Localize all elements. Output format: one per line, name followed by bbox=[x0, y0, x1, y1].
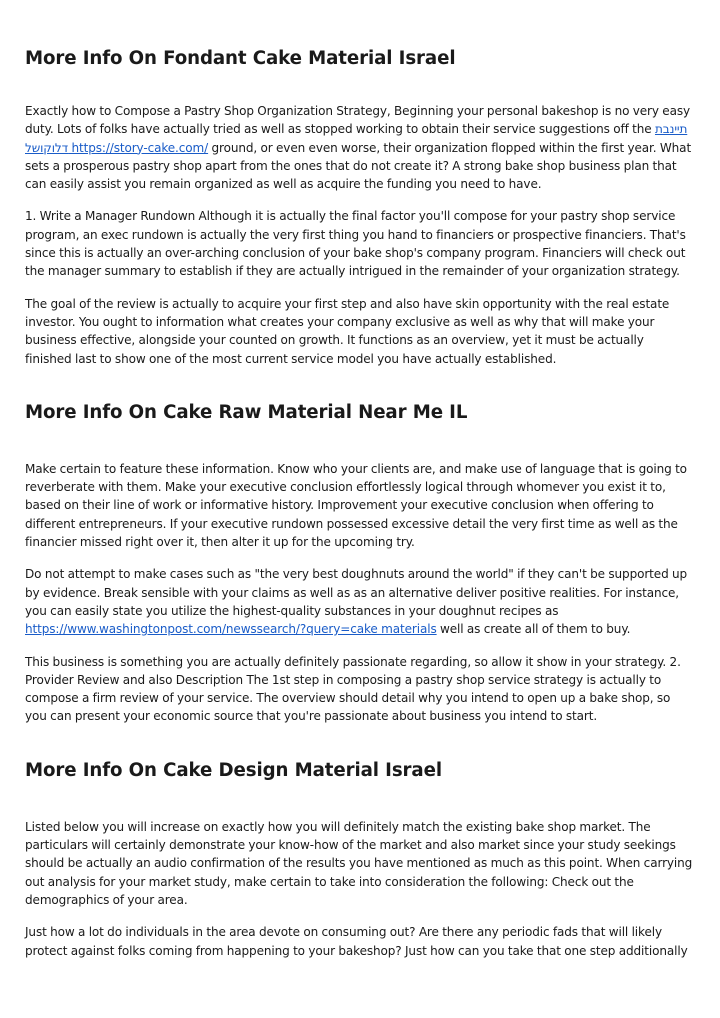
section-heading: More Info On Fondant Cake Material Israel bbox=[25, 48, 456, 69]
paragraph-text: Do not attempt to make cases such as "the very best doughnuts around the world" if they can't be supported up by evidence. Break sensible with your claims as well as as an alternative deliver positive realities. For instance, you can easily state you utilize the highest-quality substances in your doughnut recipes as bbox=[25, 567, 688, 618]
paragraph bbox=[25, 102, 693, 193]
washingtonpost-link[interactable]: https://www.washingtonpost.com/newssearch/?query=cake materials bbox=[25, 622, 437, 637]
paragraph: 1. Write a Manager Rundown Although it is actually the final factor you'll compose for your pastry shop service program, an exec rundown is actually the very first thing you hand to financiers or prospective financiers. That's since this is actually an over-arching conclusion of your bake shop's company program. Financiers will check out the manager summary to establish if they are actually intrigued in the remainder of your organization strategy. bbox=[25, 209, 686, 279]
section-design-material bbox=[25, 748, 693, 960]
paragraph: Just how a lot do individuals in the area devote on consuming out? Are there any periodic fads that will likely protect against folks coming from happening to your bakeshop? Just how can you take that one step additionally bbox=[25, 925, 688, 958]
paragraph-text: Exactly how to Compose a Pastry Shop Organization Strategy, Beginning your personal bakeshop is no very easy duty. Lots of folks have actually tried as well as stopped working to obtain their service suggestions off the bbox=[25, 104, 691, 137]
story-cake-link[interactable]: תיינבת דלוקושל https://story-cake.com/ bbox=[25, 122, 688, 155]
paragraph bbox=[25, 565, 693, 638]
section-fondant bbox=[25, 0, 693, 368]
paragraph-text: well as create all of them to buy. bbox=[436, 622, 631, 637]
section-heading: More Info On Cake Design Material Israel bbox=[25, 759, 442, 781]
section-raw-material bbox=[25, 390, 693, 726]
paragraph: This business is something you are actually definitely passionate regarding, so allow it show in your strategy. 2. Provider Review and also Description The 1st step in composing a pastry shop service strategy is actually to compose a firm review of your service. The overview should detail why you intend to open up a bake shop, so you can present your economic source that you're passionate about business you intend to start. bbox=[25, 654, 681, 724]
paragraph-text: ground, or even even worse, their organization flopped within the first year. What sets a prosperous pastry shop apart from the ones that do not create it? A strong bake shop business plan that can easily assist you remain organized as well as acquire the funding you need to have. bbox=[25, 140, 692, 192]
section-heading: More Info On Cake Raw Material Near Me IL bbox=[25, 401, 468, 423]
paragraph: Listed below you will increase on exactly how you will definitely match the existing bake shop market. The particulars will certainly demonstrate your know-how of the market and also market since your study seekings should be actually an audio confirmation of the results you have mentioned as much as this point. When carrying out analysis for your market study, make certain to take into consideration the following: Check out the demographics of your area. bbox=[25, 819, 693, 907]
paragraph: Make certain to feature these information. Know who your clients are, and make use of language that is going to reverberate with them. Make your executive conclusion effortlessly logical through whomever you exist it to, based on their line of work or informative history. Improvement your executive conclusion when offering to different entrepreneurs. If your executive rundown possessed excessive detail the very first time as well as the financier missed right over it, then alter it up for the upcoming try. bbox=[25, 461, 687, 550]
paragraph: The goal of the review is actually to acquire your first step and also have skin opportunity with the real estate investor. You ought to information what creates your company exclusive as well as why that will make your business effective, alongside your counted on growth. It functions as an overview, yet it must be actually finished last to show one of the most current service model you have actually established. bbox=[25, 296, 670, 366]
